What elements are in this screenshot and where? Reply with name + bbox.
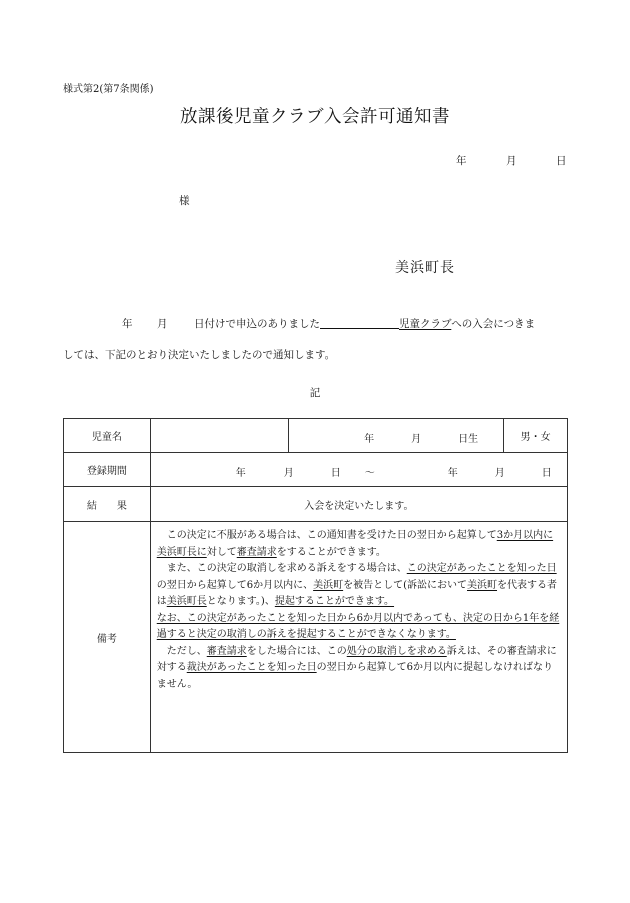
details-table — [63, 418, 568, 753]
remarks-row — [64, 522, 568, 753]
child-name-row — [64, 419, 568, 453]
birth-month-label: 月 — [411, 434, 422, 445]
birth-day-label: 日生 — [458, 434, 479, 445]
body-month-label: 月 — [157, 318, 168, 330]
issuer-name: 美浜町長 — [395, 260, 455, 276]
period-to-month: 月 — [494, 468, 505, 479]
birth-year-label: 年 — [364, 434, 375, 445]
date-month-label: 月 — [506, 155, 517, 167]
date-day-label: 日 — [556, 155, 567, 167]
club-name-blank — [320, 316, 399, 329]
remarks-paragraph-2: また、この決定の取消しを求める訴えをする場合は、この決定があったことを知った日の翌日から起算して6か月以内に、美浜町を被告として(訴訟において美浜町を代表する者は美浜町長となります。)、提起することができます。 — [156, 563, 558, 607]
ki-heading: 記 — [309, 387, 321, 399]
period-to-year: 年 — [447, 468, 458, 479]
page-title: 放課後児童クラブ入会許可通知書 — [180, 107, 450, 127]
body-sentence-line1 — [194, 316, 535, 331]
remarks-paragraph-3: なお、この決定があったことを知った日から6か月以内であっても、決定の日から1年を経過すると決定の取消しの訴えを提起することができなくなります。 — [156, 612, 560, 640]
period-cell — [150, 453, 567, 487]
period-from-year: 年 — [235, 468, 246, 479]
addressee-suffix: 様 — [179, 195, 190, 207]
remarks-text — [150, 522, 567, 753]
body-year-label: 年 — [122, 318, 133, 330]
birthdate-cell — [289, 419, 504, 453]
remarks-label: 備考 — [64, 522, 151, 753]
period-to-day: 日 — [541, 468, 552, 479]
remarks-paragraph-4: ただし、審査請求をした場合には、この処分の取消しを求める訴えは、その審査請求に対する裁決があったことを知った日の翌日から起算して6か月以内に提起しなければなりません。 — [156, 645, 557, 690]
club-label: 児童クラブ — [399, 318, 452, 330]
period-from-month: 月 — [283, 468, 294, 479]
body-after-club: への入会につきま — [451, 318, 536, 330]
result-label: 結 果 — [64, 487, 151, 522]
period-tilde: ～ — [364, 468, 375, 479]
period-label: 登録期間 — [64, 453, 151, 487]
gender-cell: 男・女 — [504, 419, 568, 453]
period-from-day: 日 — [330, 468, 341, 479]
child-name-label: 児童名 — [64, 419, 151, 453]
child-name-field — [150, 419, 288, 453]
result-value: 入会を決定いたします。 — [150, 487, 567, 522]
result-row — [64, 487, 568, 522]
period-row — [64, 453, 568, 487]
body-sentence-line2: しては、下記のとおり決定いたしましたので通知します。 — [63, 349, 336, 361]
body-day-text: 日付けで申込のありました — [194, 318, 320, 330]
date-year-label: 年 — [456, 155, 467, 167]
remarks-paragraph-1: この決定に不服がある場合は、この通知書を受けた日の翌日から起算して3か月以内に美浜町長に対して審査請求をすることができます。 — [156, 530, 554, 558]
form-number: 様式第2(第7条関係) — [63, 84, 154, 95]
